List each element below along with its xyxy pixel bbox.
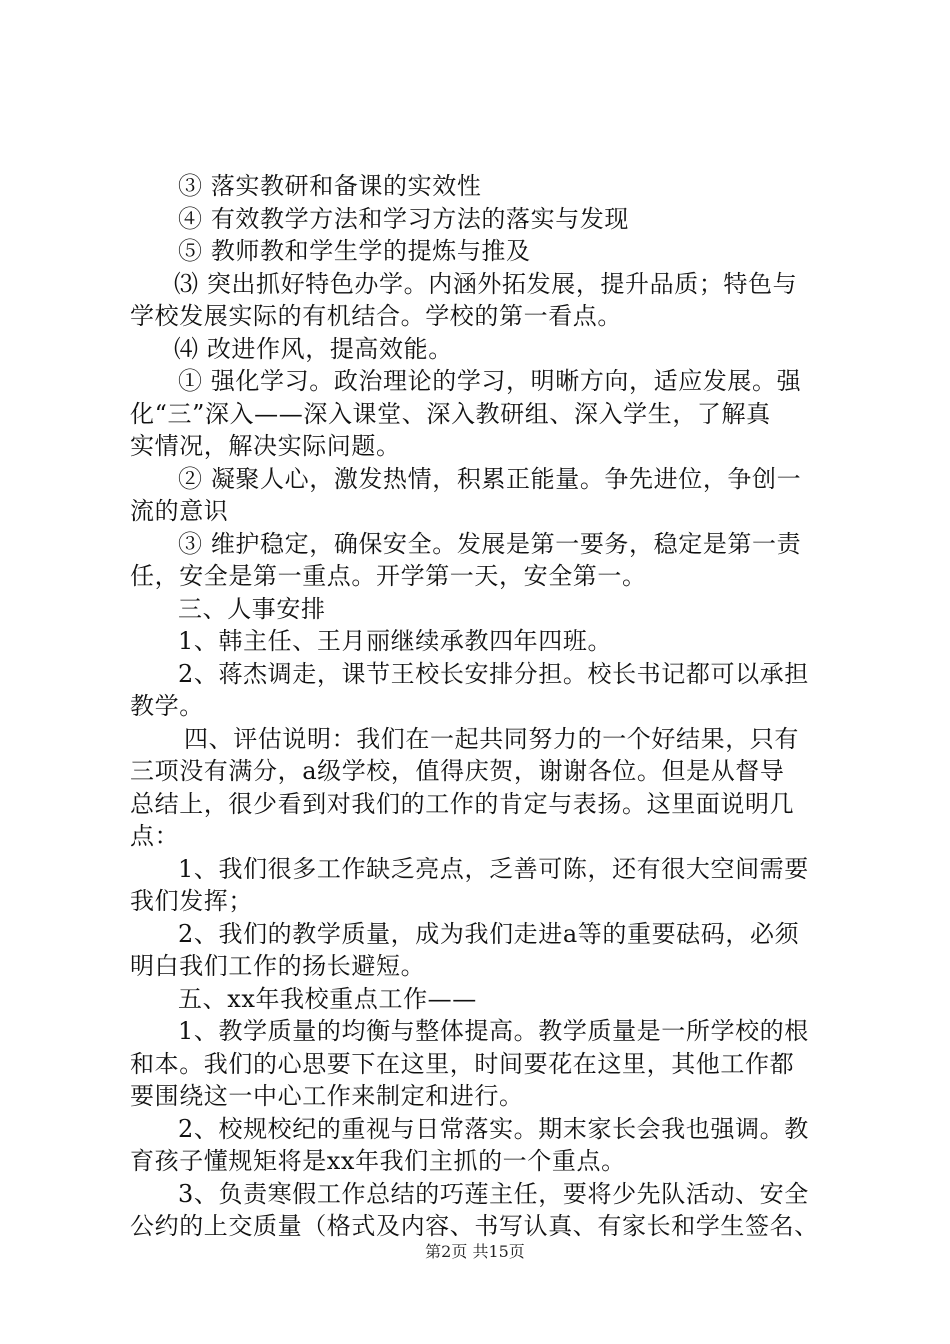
page-footer [0, 1241, 950, 1263]
section-heading: 五、xx年我校重点工作—— [178, 984, 477, 1013]
paragraph-line: 公约的上交质量（格式及内容、书写认真、有家长和学生签名、 [130, 1212, 819, 1240]
paragraph-line: 要围绕这一中心工作来制定和进行。 [130, 1082, 524, 1110]
section-heading: 三、人事安排 [178, 594, 326, 623]
paragraph-line: ② 凝聚人心，激发热情，积累正能量。争先进位，争创一 [178, 464, 802, 493]
paragraph-line: 总结上，很少看到对我们的工作的肯定与表扬。这里面说明几 [130, 789, 795, 818]
paragraph-line: 3、负责寒假工作总结的巧莲主任，要将少先队活动、安全 [178, 1179, 809, 1208]
paragraph-line: ③ 维护稳定，确保安全。发展是第一要务，稳定是第一责 [178, 529, 802, 558]
paragraph-line: 2、蒋杰调走，课节王校长安排分担。校长书记都可以承担 [178, 659, 809, 688]
document-body [130, 170, 835, 1243]
paragraph-line: 我们发挥； [130, 887, 253, 915]
paragraph-line: 流的意识 [130, 497, 229, 525]
paragraph-line: 任，安全是第一重点。开学第一天，安全第一。 [130, 562, 647, 590]
paragraph-line: ① 强化学习。政治理论的学习，明晰方向，适应发展。强 [178, 367, 802, 395]
paragraph-line: ⑤ 教师教和学生学的提炼与推及 [178, 237, 531, 265]
paragraph-line: 点： [130, 822, 180, 850]
paragraph-line: 育孩子懂规矩将是xx年我们主抓的一个重点。 [130, 1147, 626, 1175]
paragraph-line: ⑷ 改进作风，提高效能。 [174, 334, 453, 363]
paragraph-line: 四、评估说明：我们在一起共同努力的一个好结果，只有 [184, 724, 799, 753]
paragraph-line: ③ 落实教研和备课的实效性 [178, 172, 482, 200]
paragraph-line: 明白我们工作的扬长避短。 [130, 952, 426, 980]
page-number: 第2页 共15页 [425, 1242, 525, 1261]
paragraph-line: ⑶ 突出抓好特色办学。内涵外拓发展，提升品质；特色与 [174, 269, 798, 298]
paragraph-line: 1、韩主任、王月丽继续承教四年四班。 [178, 627, 613, 655]
paragraph-line: 和本。我们的心思要下在这里，时间要花在这里，其他工作都 [130, 1049, 795, 1078]
paragraph-line: 2、校规校纪的重视与日常落实。期末家长会我也强调。教 [178, 1114, 809, 1143]
paragraph-line: 化“三”深入——深入课堂、深入教研组、深入学生，了解真 [130, 399, 771, 428]
paragraph-line: 实情况，解决实际问题。 [130, 432, 401, 460]
paragraph-line: ④ 有效教学方法和学习方法的落实与发现 [178, 204, 630, 233]
paragraph-line: 1、我们很多工作缺乏亮点，乏善可陈，还有很大空间需要 [178, 854, 809, 883]
paragraph-line: 三项没有满分，a级学校，值得庆贺，谢谢各位。但是从督导 [130, 757, 785, 785]
paragraph-line: 2、我们的教学质量，成为我们走进a等的重要砝码，必须 [178, 919, 800, 948]
paragraph-line: 教学。 [130, 692, 204, 720]
paragraph-line: 学校发展实际的有机结合。学校的第一看点。 [130, 302, 622, 330]
paragraph-line: 1、教学质量的均衡与整体提高。教学质量是一所学校的根 [178, 1017, 809, 1045]
